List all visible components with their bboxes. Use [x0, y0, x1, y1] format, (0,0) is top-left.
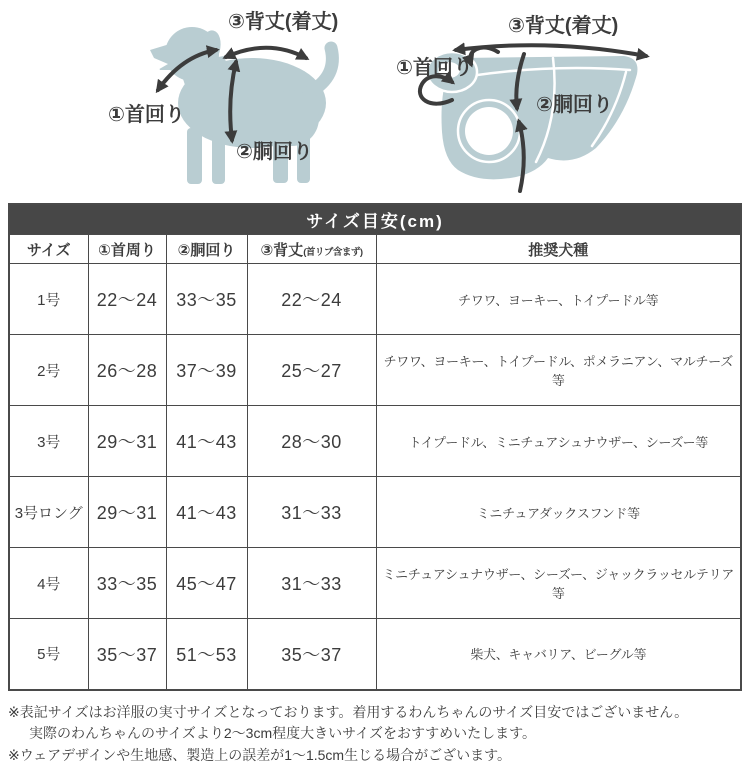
- cell-girth: 45〜47: [166, 548, 247, 619]
- cell-back: 25〜27: [247, 335, 376, 406]
- cell-back: 22〜24: [247, 264, 376, 335]
- cell-size: 1号: [9, 264, 88, 335]
- header-breeds: 推奨犬種: [376, 235, 741, 264]
- cell-breeds: トイプードル、ミニチュアシュナウザー、シーズー等: [376, 406, 741, 477]
- cell-back: 31〜33: [247, 548, 376, 619]
- cell-size: 4号: [9, 548, 88, 619]
- label-girth-dog: ②胴回り: [236, 141, 313, 163]
- table-title-bar: [9, 204, 741, 235]
- footnote-line: ※表記サイズはお洋服の実寸サイズとなっております。着用するわんちゃんのサイズ目安ではございません。: [8, 703, 689, 720]
- cell-neck: 29〜31: [88, 477, 166, 548]
- header-back-note: (首リブ含まず): [303, 246, 363, 258]
- cell-breeds: ミニチュアシュナウザー、シーズー、ジャックラッセルテリア等: [376, 548, 741, 619]
- label-back-length-garment: ③背丈(着丈): [508, 15, 619, 37]
- table-row: [9, 335, 741, 406]
- cell-size: 2号: [9, 335, 88, 406]
- table-header-row: [9, 235, 741, 264]
- dog-measurement-diagram: [108, 9, 338, 184]
- cell-back: 31〜33: [247, 477, 376, 548]
- cell-neck: 33〜35: [88, 548, 166, 619]
- table-row: [9, 619, 741, 690]
- cell-girth: 51〜53: [166, 619, 247, 690]
- label-back-length-dog: ③背丈(着丈): [228, 11, 339, 33]
- back-length-arrow: [226, 48, 306, 58]
- cell-girth: 33〜35: [166, 264, 247, 335]
- header-back-main: ③背丈: [260, 241, 304, 259]
- label-girth-garment: ②胴回り: [536, 94, 613, 116]
- footnote-line: 実際のわんちゃんのサイズより2〜3cm程度大きいサイズをおすすめいたします。: [29, 725, 537, 742]
- cell-neck: 29〜31: [88, 406, 166, 477]
- cell-girth: 41〜43: [166, 406, 247, 477]
- cell-back: 28〜30: [247, 406, 376, 477]
- table-row: [9, 548, 741, 619]
- table-row: [9, 477, 741, 548]
- cell-breeds: ミニチュアダックスフンド等: [376, 477, 741, 548]
- cell-size: 3号ロング: [9, 477, 88, 548]
- label-neck-garment: ①首回り: [396, 57, 473, 79]
- cell-girth: 41〜43: [166, 477, 247, 548]
- cell-back: 35〜37: [247, 619, 376, 690]
- table-title: サイズ目安(cm): [9, 204, 741, 235]
- cell-neck: 35〜37: [88, 619, 166, 690]
- measurement-diagrams: [0, 0, 750, 203]
- header-back: [247, 235, 376, 264]
- footnote-line: ※ウェアデザインや生地感、製造上の誤差が1〜1.5cm生じる場合がございます。: [8, 746, 511, 763]
- size-table: [8, 203, 742, 691]
- label-neck-dog: ①首回り: [108, 104, 185, 126]
- cell-neck: 22〜24: [88, 264, 166, 335]
- table-row: [9, 406, 741, 477]
- cell-girth: 37〜39: [166, 335, 247, 406]
- cell-breeds: チワワ、ヨーキー、トイプードル等: [376, 264, 741, 335]
- header-neck: ①首周り: [88, 235, 166, 264]
- cell-size: 3号: [9, 406, 88, 477]
- cell-breeds: チワワ、ヨーキー、トイプードル、ポメラニアン、マルチーズ等: [376, 335, 741, 406]
- header-girth: ②胴回り: [166, 235, 247, 264]
- header-size: サイズ: [9, 235, 88, 264]
- cell-size: 5号: [9, 619, 88, 690]
- table-row: [9, 264, 741, 335]
- garment-measurement-diagram: [396, 13, 646, 191]
- footnotes: [0, 691, 750, 767]
- cell-neck: 26〜28: [88, 335, 166, 406]
- cell-breeds: 柴犬、キャバリア、ビーグル等: [376, 619, 741, 690]
